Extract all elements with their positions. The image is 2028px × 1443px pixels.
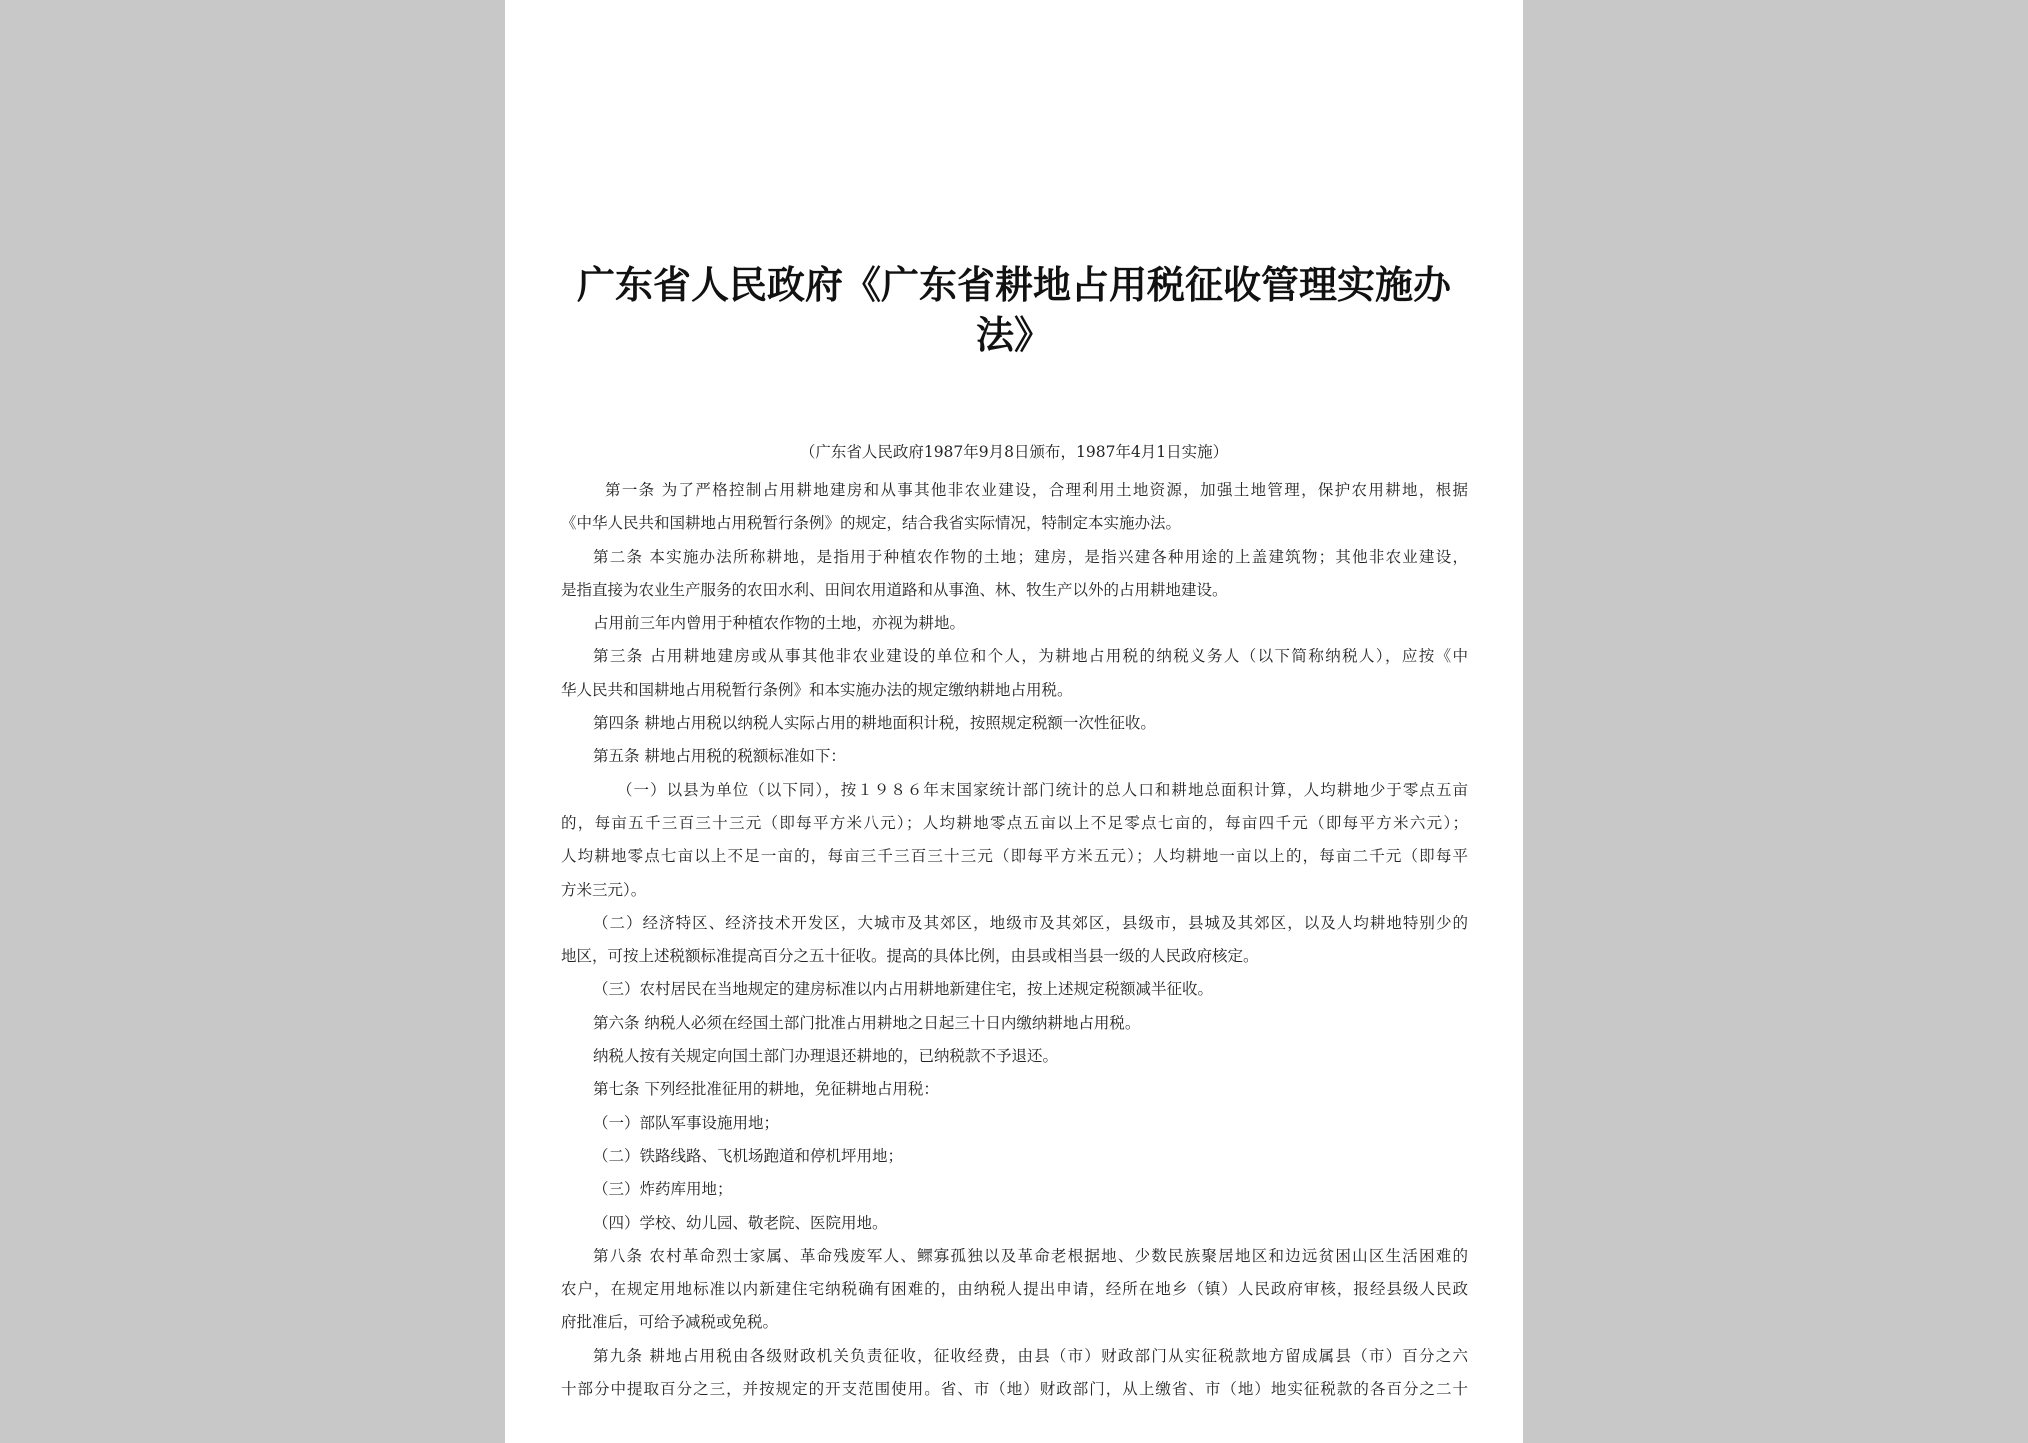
text-line: 第七条 下列经批准征用的耕地，免征耕地占用税：: [593, 1080, 939, 1099]
text-line: （二）经济特区、经济技术开发区，大城市及其郊区，地级市及其郊区，县级市，县城及其郊区，以及人均耕地特别少的: [593, 913, 1468, 932]
document-title: [555, 260, 1473, 360]
text-line: 纳税人按有关规定向国土部门办理退还耕地的，已纳税款不予退还。: [593, 1047, 1059, 1066]
text-line: （一）以县为单位（以下同），按１９８６年末国家统计部门统计的总人口和耕地总面积计算，人均耕地少于零点五亩: [617, 780, 1468, 799]
text-line: 十部分中提取百分之三，并按规定的开支范围使用。省、市（地）财政部门，从上缴省、市（地）地实征税款的各百分之二十: [561, 1380, 1468, 1399]
text-line: （三）农村居民在当地规定的建房标准以内占用耕地新建住宅，按上述规定税额减半征收。: [593, 980, 1214, 999]
document-body: [561, 474, 1468, 1406]
text-line: 第一条 为了严格控制占用耕地建房和从事其他非农业建设，合理利用土地资源，加强土地管理，保护农用耕地，根据: [605, 481, 1468, 499]
text-line: 第五条 耕地占用税的税额标准如下：: [593, 747, 846, 766]
title-line: 法》: [975, 313, 1052, 357]
text-line: 的，每亩五千三百三十三元（即每平方米八元）；人均耕地零点五亩以上不足零点七亩的，每亩四千元（即每平方米六元）；: [561, 813, 1468, 832]
text-line: 第九条 耕地占用税由各级财政机关负责征收，征收经费，由县（市）财政部门从实征税款地方留成属县（市）百分之六: [593, 1346, 1468, 1365]
document-subtitle: （广东省人民政府1987年9月8日颁布，1987年4月1日实施）: [799, 443, 1229, 461]
document-page: [505, 0, 1523, 1443]
text-line: 地区，可按上述税额标准提高百分之五十征收。提高的具体比例，由县或相当县一级的人民政府核定。: [561, 947, 1259, 966]
text-line: 府批准后，可给予减税或免税。: [561, 1313, 779, 1332]
text-line: 第六条 纳税人必须在经国土部门批准占用耕地之日起三十日内缴纳耕地占用税。: [593, 1013, 1141, 1032]
text-line: 方米三元）。: [561, 880, 647, 899]
text-line: 第三条 占用耕地建房或从事其他非农业建设的单位和个人，为耕地占用税的纳税义务人（以下简称纳税人），应按《中: [593, 647, 1468, 666]
text-line: 第八条 农村革命烈士家属、革命残废军人、鳏寡孤独以及革命老根据地、少数民族聚居地区和边远贫困山区生活困难的: [593, 1246, 1468, 1265]
text-line: （二）铁路线路、飞机场跑道和停机坪用地；: [593, 1146, 904, 1165]
text-line: 人均耕地零点七亩以上不足一亩的，每亩三千三百三十三元（即每平方米五元）；人均耕地一亩以上的，每亩二千元（即每平: [561, 847, 1468, 866]
text-line: 第四条 耕地占用税以纳税人实际占用的耕地面积计税，按照规定税额一次性征收。: [593, 714, 1156, 733]
text-line: （一）部队军事设施用地；: [593, 1113, 780, 1132]
title-line: 广东省人民政府《广东省耕地占用税征收管理实施办: [576, 263, 1451, 307]
text-line: 是指直接为农业生产服务的农田水利、田间农用道路和从事渔、林、牧生产以外的占用耕地建设。: [561, 580, 1228, 599]
text-line: （三）炸药库用地；: [593, 1180, 733, 1199]
text-line: （四）学校、幼儿园、敬老院、医院用地。: [593, 1213, 888, 1232]
text-line: 华人民共和国耕地占用税暂行条例》和本实施办法的规定缴纳耕地占用税。: [561, 680, 1073, 699]
text-line: 农户，在规定用地标准以内新建住宅纳税确有困难的，由纳税人提出申请，经所在地乡（镇）人民政府审核，报经县级人民政: [561, 1280, 1468, 1299]
text-line: 《中华人民共和国耕地占用税暂行条例》的规定，结合我省实际情况，特制定本实施办法。: [561, 514, 1182, 533]
text-line: 第二条 本实施办法所称耕地，是指用于种植农作物的土地；建房，是指兴建各种用途的上盖建筑物；其他非农业建设，: [593, 547, 1468, 566]
text-line: 占用前三年内曾用于种植农作物的土地，亦视为耕地。: [593, 614, 966, 633]
